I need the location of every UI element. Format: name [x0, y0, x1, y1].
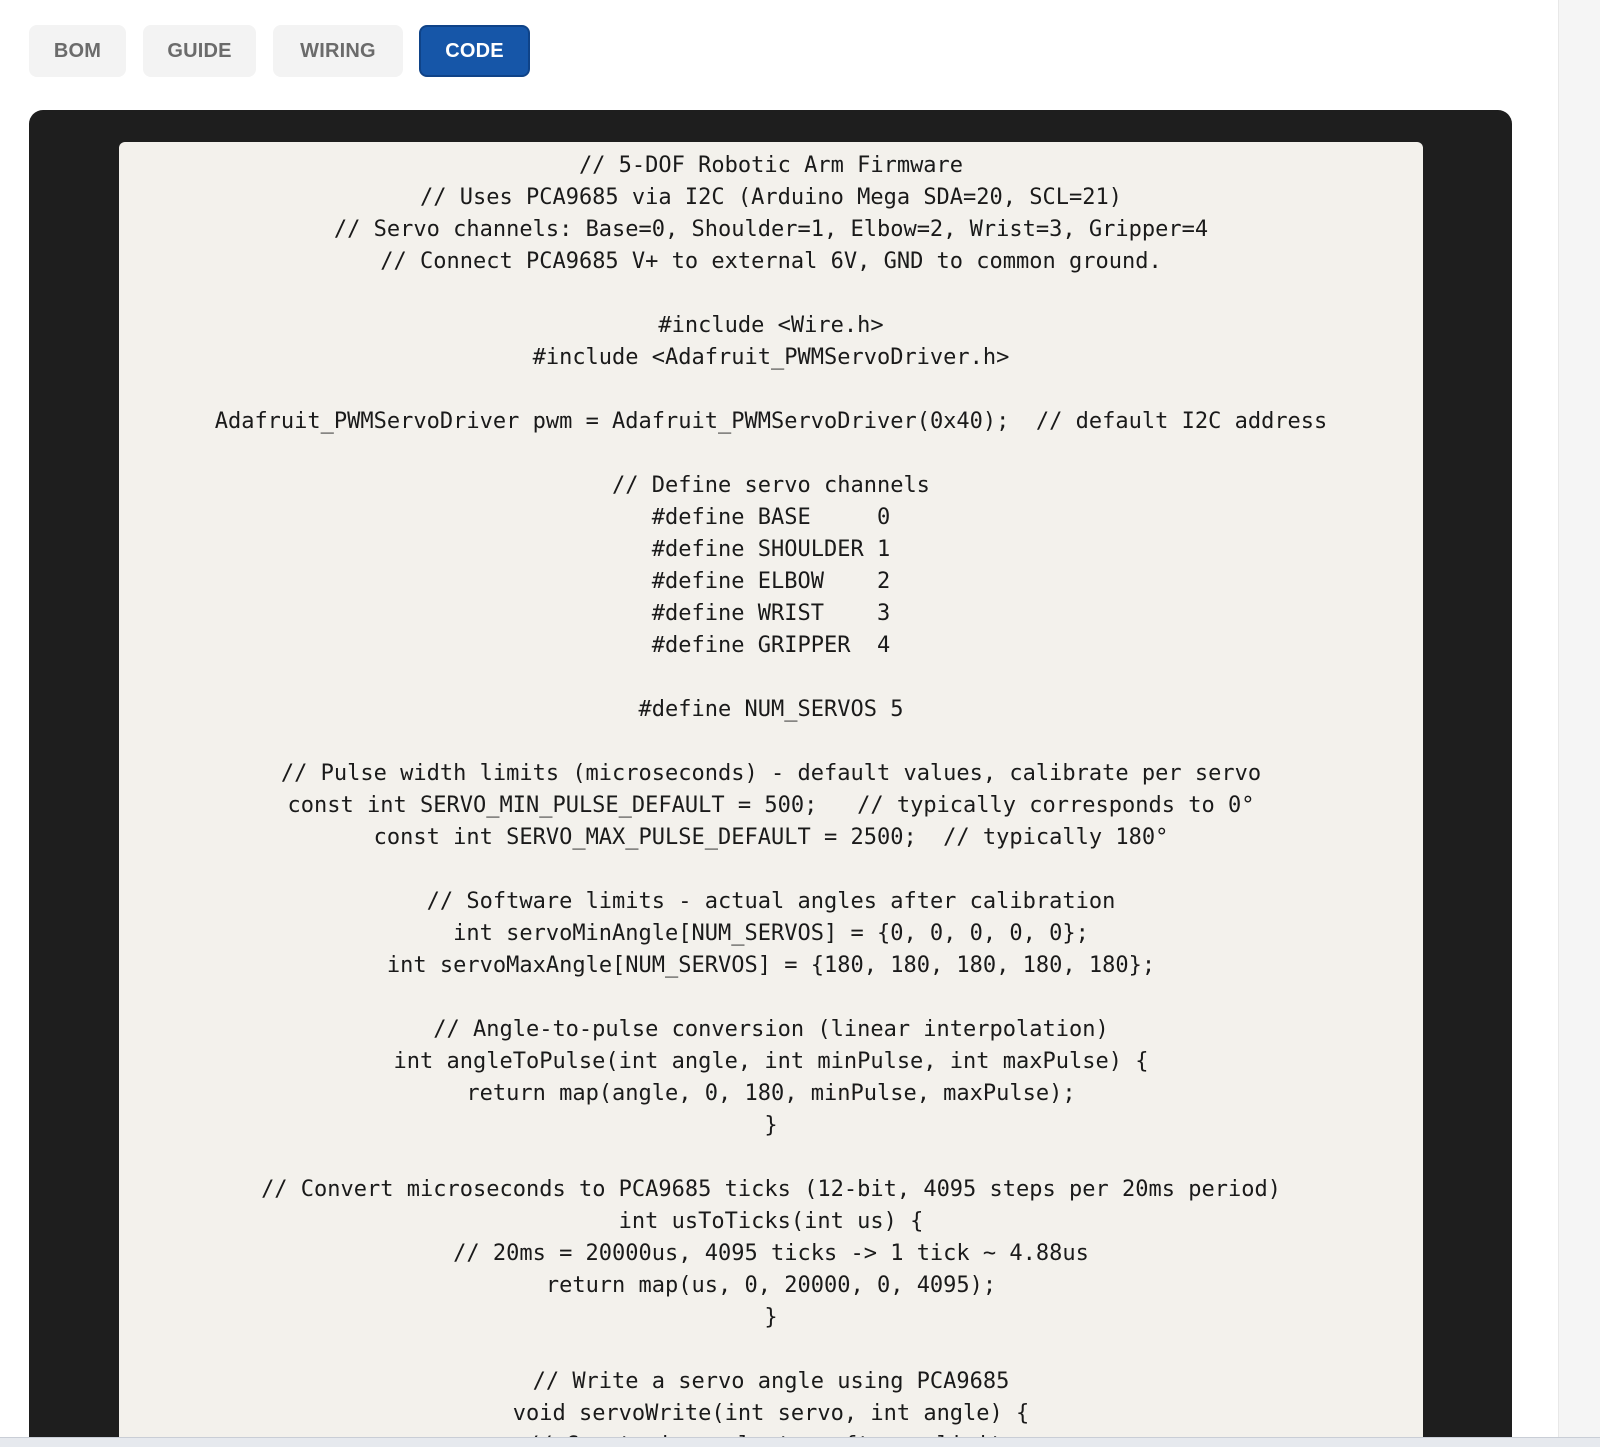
code-line [119, 726, 1423, 758]
code-line: #define WRIST 3 [651, 601, 891, 626]
code-line: // Servo channels: Base=0, Shoulder=1, Elbow=2, Wrist=3, Gripper=4 [333, 217, 1209, 242]
code-line: // Connect PCA9685 V+ to external 6V, GND to common ground. [380, 249, 1162, 274]
code-line [119, 982, 1423, 1014]
code-line: int servoMaxAngle[NUM_SERVOS] = {180, 180, 180, 180, 180}; [386, 953, 1156, 978]
bottom-edge-bar [0, 1437, 1600, 1447]
code-line: #define SHOULDER 1 [651, 537, 891, 562]
code-line: // 20ms = 20000us, 4095 ticks -> 1 tick ~ 4.88us [453, 1241, 1089, 1266]
code-line: #define NUM_SERVOS 5 [638, 697, 904, 722]
code-line: // Convert microseconds to PCA9685 ticks (12-bit, 4095 steps per 20ms period) [261, 1177, 1281, 1202]
code-line: return map(angle, 0, 180, minPulse, maxPulse); [466, 1081, 1076, 1106]
code-line: int usToTicks(int us) { [618, 1209, 924, 1234]
code-line: // 5-DOF Robotic Arm Firmware [578, 153, 964, 178]
code-panel[interactable] [119, 142, 1423, 1447]
code-line: const int SERVO_MIN_PULSE_DEFAULT = 500; // typically corresponds to 0° [287, 793, 1255, 818]
tab-wiring[interactable]: WIRING [273, 25, 403, 77]
code-line: // Angle-to-pulse conversion (linear interpolation) [433, 1017, 1109, 1042]
code-line: const int SERVO_MAX_PULSE_DEFAULT = 2500; // typically 180° [373, 825, 1169, 850]
code-line: // Write a servo angle using PCA9685 [532, 1369, 1010, 1394]
tab-bom[interactable]: BOM [29, 25, 126, 77]
tab-guide[interactable]: GUIDE [143, 25, 256, 77]
code-line: #define BASE 0 [651, 505, 891, 530]
code-line [119, 1334, 1423, 1366]
code-line [119, 854, 1423, 886]
code-line: // Uses PCA9685 via I2C (Arduino Mega SDA=20, SCL=21) [420, 185, 1122, 210]
code-block [119, 142, 1423, 1447]
tab-code[interactable]: CODE [419, 25, 530, 77]
code-line [119, 1142, 1423, 1174]
code-line: return map(us, 0, 20000, 0, 4095); [545, 1273, 997, 1298]
code-line: void servoWrite(int servo, int angle) { [512, 1401, 1030, 1426]
code-line: #define ELBOW 2 [651, 569, 891, 594]
code-line: // Pulse width limits (microseconds) - default values, calibrate per servo [280, 761, 1262, 786]
code-line: #define GRIPPER 4 [651, 633, 891, 658]
code-line: int angleToPulse(int angle, int minPulse, int maxPulse) { [393, 1049, 1149, 1074]
code-line: #include <Adafruit_PWMServoDriver.h> [532, 345, 1010, 370]
code-line: } [764, 1305, 778, 1330]
code-line: } [764, 1113, 778, 1138]
page-scrollbar[interactable] [1558, 0, 1600, 1447]
code-line: // Define servo channels [612, 473, 930, 498]
code-line [119, 374, 1423, 406]
code-line: #include <Wire.h> [658, 313, 884, 338]
code-line: Adafruit_PWMServoDriver pwm = Adafruit_PWMServoDriver(0x40); // default I2C address [214, 409, 1328, 434]
code-line: // Software limits - actual angles after calibration [426, 889, 1116, 914]
code-line: int servoMinAngle[NUM_SERVOS] = {0, 0, 0, 0, 0}; [453, 921, 1089, 946]
tab-bar [29, 25, 530, 77]
code-line [119, 662, 1423, 694]
code-line [119, 278, 1423, 310]
code-line [119, 438, 1423, 470]
